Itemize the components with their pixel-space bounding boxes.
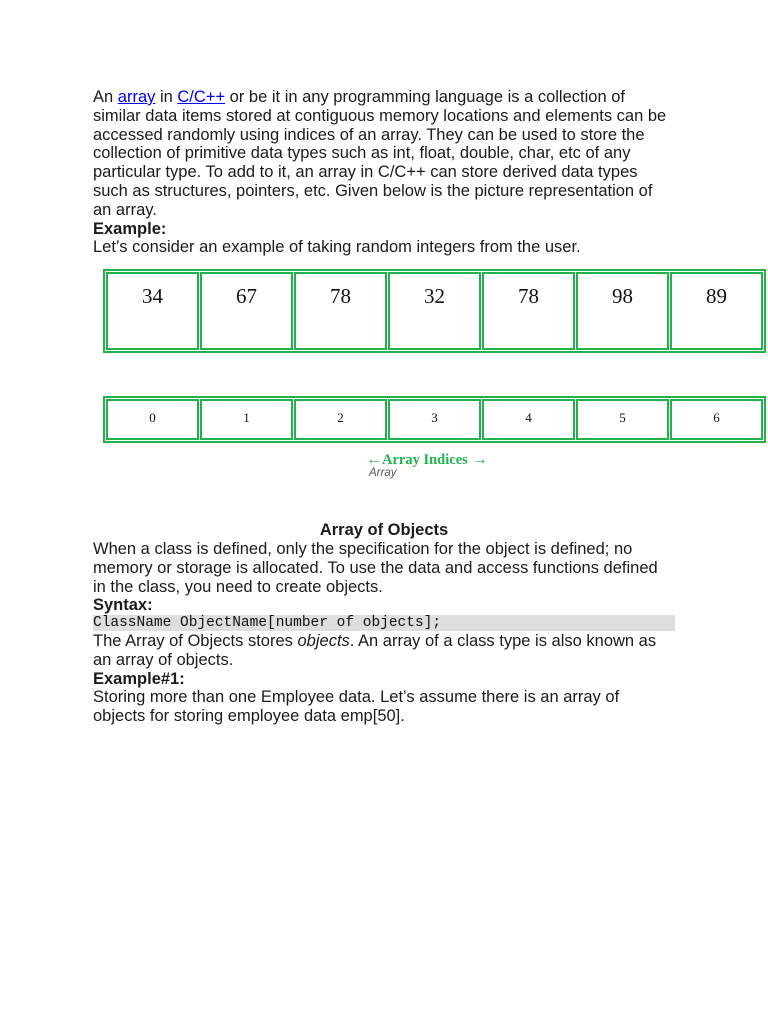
- array-value-cell: 89: [670, 272, 763, 350]
- array-value-cell: 98: [576, 272, 669, 350]
- arrow-right-icon: →: [467, 451, 488, 468]
- section-paragraph: [93, 540, 675, 615]
- array-index-cell: 4: [482, 399, 575, 440]
- section-text: When a class is defined, only the specification for the object is defined; no memory or storage is allocated. To use the data and access functions defined in the class, you need to create objects.: [93, 540, 658, 596]
- array-value-cell: 78: [294, 272, 387, 350]
- array-link[interactable]: array: [117, 88, 156, 106]
- array-value-cell: 67: [200, 272, 293, 350]
- intro-text-start: An: [93, 88, 118, 106]
- intro-paragraph: [93, 88, 675, 257]
- example1-text: Storing more than one Employee data. Let’s assume there is an array of objects for storing employee data emp[50].: [93, 688, 620, 726]
- description-paragraph: [93, 632, 675, 726]
- arrow-left-icon: ←: [366, 451, 382, 468]
- description-emphasis: objects: [297, 632, 350, 650]
- c-cpp-link[interactable]: C/C++: [177, 88, 226, 106]
- syntax-code: ClassName ObjectName[number of objects];: [93, 615, 675, 631]
- example-label: Example:: [93, 219, 167, 238]
- intro-text-rest: or be it in any programming language is a collection of similar data items stored at contiguous memory locations and elements can be accessed randomly using indices of an array. They can be used to store the collection of primitive data types such as int, float, double, char, etc of any particular type. To add to it, an array in C/C++ can store derived data types such as structures, pointers, etc. Given below is the picture representation of an array.: [93, 88, 667, 219]
- array-index-cell: 5: [576, 399, 669, 440]
- section-heading: Array of Objects: [319, 521, 449, 539]
- intro-text-in: in: [155, 88, 178, 106]
- array-value-cell: 34: [106, 272, 199, 350]
- array-indices-row: [103, 396, 766, 443]
- array-index-cell: 3: [388, 399, 481, 440]
- description-text-start: The Array of Objects stores: [93, 632, 298, 650]
- array-values-row: [103, 269, 766, 353]
- array-index-cell: 6: [670, 399, 763, 440]
- array-value-cell: 78: [482, 272, 575, 350]
- array-value-cell: 32: [388, 272, 481, 350]
- array-index-cell: 1: [200, 399, 293, 440]
- array-index-cell: 2: [294, 399, 387, 440]
- example1-label: Example#1:: [93, 669, 185, 688]
- figure-caption: Array: [369, 467, 397, 479]
- syntax-label: Syntax:: [93, 596, 153, 615]
- array-index-cell: 0: [106, 399, 199, 440]
- description-text-end: . An array of a class type is also known as an array of objects.: [93, 632, 657, 669]
- array-indices-text: Array Indices: [382, 451, 468, 468]
- example-text: Let’s consider an example of taking random integers from the user.: [93, 238, 581, 257]
